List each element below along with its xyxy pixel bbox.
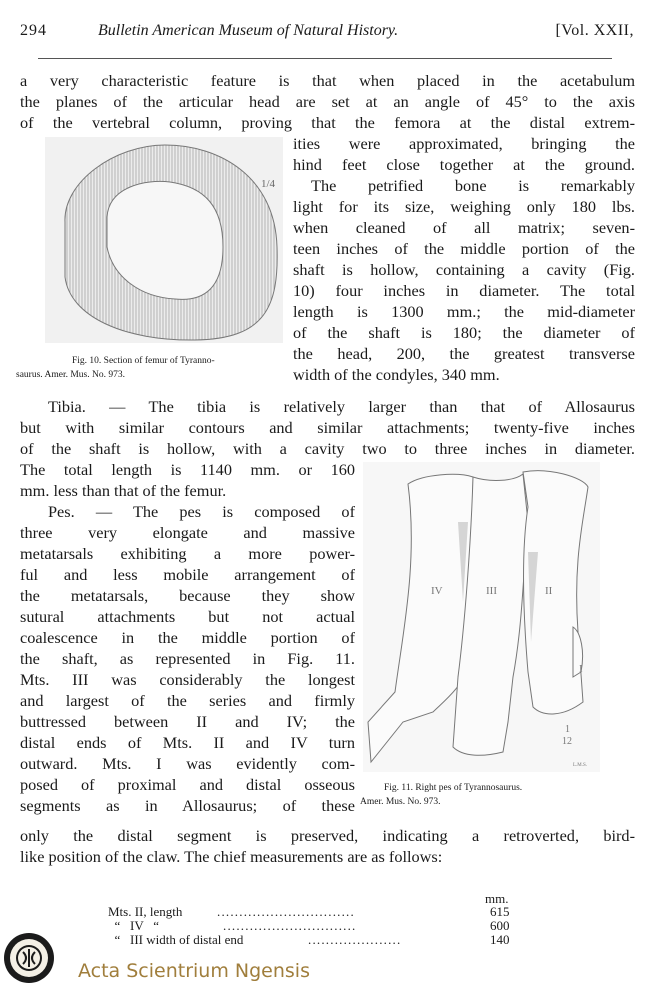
measurement-label: Mts. II, length [108, 904, 183, 919]
svg-text:1/4: 1/4 [261, 178, 276, 190]
watermark-text: Acta Scientrium Ngensis [78, 960, 310, 982]
femur-cross-section-icon [45, 137, 283, 343]
figure-11-caption [360, 781, 645, 809]
text-line: three very elongate and massive [20, 523, 355, 542]
header-rule [38, 58, 612, 59]
text-line: segments as in Allosaurus; of these [20, 796, 355, 815]
text-line: The total length is 1140 mm. or 160 [20, 460, 355, 479]
text-line: 10) four inches in diameter. The total [293, 281, 635, 300]
text-line: teen inches of the middle portion of the [293, 239, 635, 258]
paragraph-claw [20, 825, 635, 867]
measurement-label: “ III width of distal end [108, 932, 244, 947]
text-line: a very characteristic feature is that when placed in the acetabulum [20, 71, 635, 90]
watermark-seal [3, 932, 55, 988]
journal-title: Bulletin American Museum of Natural History. [98, 22, 399, 39]
figure-femur-section [45, 137, 283, 343]
text-line: Tibia. — The tibia is relatively larger than that of Allosaurus [48, 397, 635, 416]
text-line: but with similar contours and similar attachments; twenty-five inches [20, 418, 635, 437]
svg-text:L.M.S.: L.M.S. [573, 763, 588, 768]
text-line: mm. less than that of the femur. [20, 481, 227, 500]
page-number: 294 [20, 22, 47, 39]
text-line: of the shaft is hollow, with a cavity two to three inches in diameter. [20, 439, 635, 458]
measurement-label: “ IV “ [108, 918, 160, 933]
text-line: the shaft, as represented in Fig. 11. [20, 649, 355, 668]
volume-label: [Vol. XXII, [555, 22, 634, 39]
paragraph-femur-details [293, 133, 635, 385]
svg-text:1: 1 [565, 724, 570, 735]
figure-right-pes [363, 462, 600, 772]
leader-dots: ..................... [308, 932, 402, 947]
text-line: the head, 200, the greatest transverse [293, 344, 635, 363]
text-line: coalescence in the middle portion of [20, 628, 355, 647]
text-line: outward. Mts. I was evidently com- [20, 754, 355, 773]
svg-text:I: I [579, 663, 583, 675]
figure-10-caption [16, 354, 292, 382]
text-line: hind feet close together at the ground. [293, 155, 635, 174]
measurement-value: 615 [490, 904, 510, 919]
caption-line: Fig. 10. Section of femur of Tyranno- [72, 356, 215, 366]
seal-logo-icon [3, 932, 55, 984]
text-line: of the vertebral column, proving that the femora at the distal extrem- [20, 113, 635, 132]
text-line: only the distal segment is preserved, indicating a retroverted, bird- [20, 826, 635, 845]
text-line: ities were approximated, bringing the [293, 134, 635, 153]
text-line: length is 1300 mm.; the mid-diameter [293, 302, 635, 321]
paragraph-femur-intro [20, 70, 635, 133]
measurement-value: 140 [490, 932, 510, 947]
svg-text:IV: IV [431, 585, 443, 597]
text-line: when cleaned of all matrix; seven- [293, 218, 635, 237]
text-line: The petrified bone is remarkably [311, 176, 635, 195]
text-line: of the shaft is 180; the diameter of [293, 323, 635, 342]
text-line: buttressed between II and IV; the [20, 712, 355, 731]
measurement-value: 600 [490, 918, 510, 933]
text-line: distal ends of Mts. II and IV turn [20, 733, 355, 752]
text-line: Mts. III was considerably the longest [20, 670, 355, 689]
caption-line: Fig. 11. Right pes of Tyrannosaurus. [384, 783, 523, 793]
leader-dots: ............................... [217, 904, 355, 919]
text-line: and largest of the series and firmly [20, 691, 355, 710]
text-line: ful and less mobile arrangement of [20, 565, 355, 584]
svg-text:III: III [486, 585, 497, 597]
text-line: width of the condyles, 340 mm. [293, 365, 500, 384]
running-header [20, 22, 634, 46]
text-line: the metatarsals, because they show [20, 586, 355, 605]
text-line: Pes. — The pes is composed of [48, 502, 355, 521]
paragraph-pes [20, 459, 355, 816]
caption-line: Amer. Mus. No. 973. [360, 797, 441, 807]
metatarsal-drawing-icon [363, 462, 600, 772]
svg-text:12: 12 [562, 736, 572, 747]
caption-line: saurus. Amer. Mus. No. 973. [16, 370, 125, 380]
paragraph-tibia [20, 396, 635, 459]
leader-dots: .............................. [223, 918, 357, 933]
text-line: shaft is hollow, containing a cavity (Fig. [293, 260, 635, 279]
text-line: light for its size, weighing only 180 lbs. [293, 197, 635, 216]
svg-text:II: II [545, 585, 553, 597]
unit-header: mm. [485, 891, 509, 906]
text-line: sutural attachments but not actual [20, 607, 355, 626]
text-line: the planes of the articular head are set at an angle of 45° to the axis [20, 92, 635, 111]
text-line: like position of the claw. The chief measurements are as follows: [20, 847, 443, 866]
text-line: posed of proximal and distal osseous [20, 775, 355, 794]
text-line: metatarsals exhibiting a more power- [20, 544, 355, 563]
